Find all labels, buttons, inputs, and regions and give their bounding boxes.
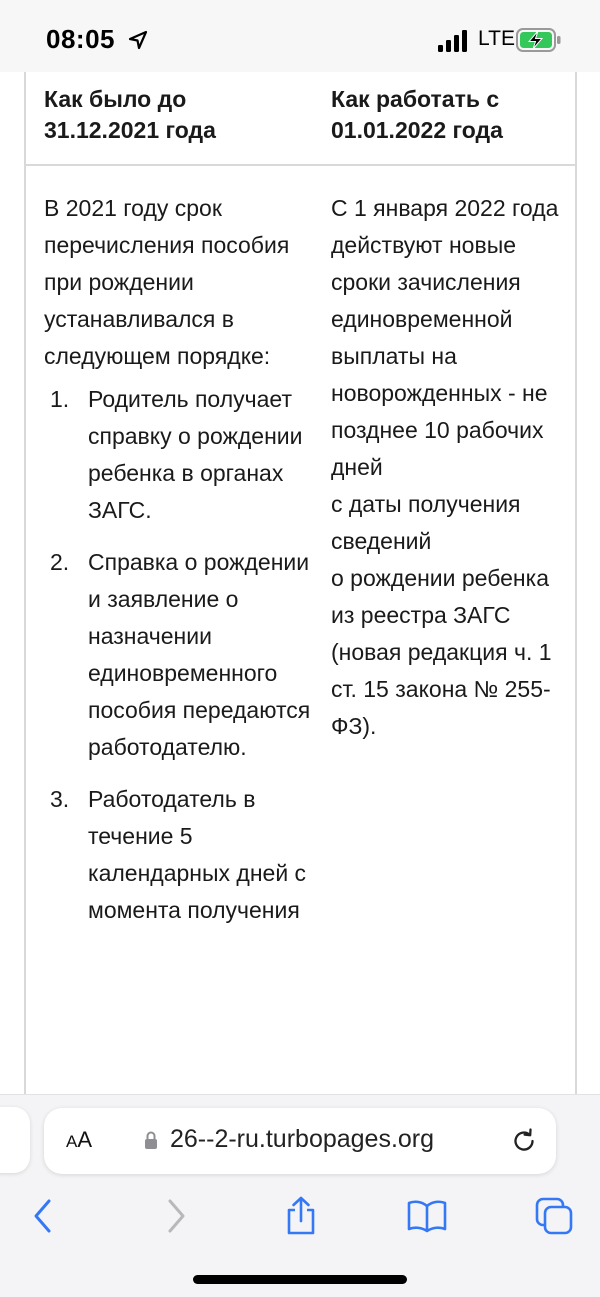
table-header-before: Как было до 31.12.2021 года bbox=[44, 86, 216, 143]
address-bar[interactable] bbox=[44, 1108, 556, 1174]
share-button[interactable] bbox=[279, 1194, 323, 1238]
list-item bbox=[44, 544, 312, 766]
reload-icon[interactable] bbox=[510, 1127, 538, 1155]
step-text: Справка о рождении и заявление о назначении единовременного пособия передаются работодателю. bbox=[88, 549, 311, 760]
status-time: 08:05 bbox=[46, 24, 115, 54]
page-content bbox=[0, 72, 600, 1094]
tabs-icon bbox=[534, 1196, 574, 1236]
back-button[interactable] bbox=[22, 1194, 66, 1238]
tabs-button[interactable] bbox=[532, 1194, 576, 1238]
url-text[interactable]: 26--2-ru.turbopages.org bbox=[170, 1125, 435, 1153]
bookmarks-icon bbox=[406, 1198, 448, 1234]
step-text: Родитель получает справку о рождении ребенка в органах ЗАГС. bbox=[88, 386, 303, 523]
forward-button[interactable] bbox=[153, 1194, 197, 1238]
before-intro-text: В 2021 году срок перечисления пособия при рождении устанавливался в следующем порядке: bbox=[44, 195, 290, 369]
bookmarks-button[interactable] bbox=[405, 1194, 449, 1238]
network-type: LTE bbox=[478, 27, 515, 50]
previous-tab-card[interactable] bbox=[0, 1107, 30, 1173]
text-size-large-glyph: A bbox=[77, 1127, 93, 1152]
table-cell-after: С 1 января 2022 года действуют новые сроки зачисления единовременной выплаты на новорожденных - не позднее 10 рабочих дней с даты получения сведений о рождении ребенка из реестра ЗАГС (новая редакция ч. 1 ст. 15 закона № 255-ФЗ). bbox=[331, 195, 559, 739]
location-arrow-icon bbox=[128, 30, 148, 50]
comparison-table bbox=[24, 72, 577, 1094]
battery-charging-icon bbox=[516, 28, 562, 52]
signal-bars-icon bbox=[438, 30, 470, 52]
list-item bbox=[44, 781, 312, 929]
step-number: 1. bbox=[50, 386, 70, 412]
forward-icon bbox=[163, 1198, 187, 1234]
text-size-button[interactable] bbox=[66, 1127, 92, 1153]
lock-icon bbox=[144, 1130, 158, 1150]
step-number: 3. bbox=[50, 786, 70, 812]
list-item bbox=[44, 381, 312, 529]
home-indicator[interactable] bbox=[193, 1275, 407, 1284]
table-header-row bbox=[26, 72, 575, 166]
text-size-small-glyph: A bbox=[66, 1132, 78, 1151]
share-icon bbox=[283, 1196, 319, 1236]
before-steps-list bbox=[44, 381, 312, 929]
status-bar bbox=[0, 0, 600, 72]
table-cell-before bbox=[44, 190, 312, 944]
back-icon bbox=[32, 1198, 56, 1234]
table-header-after: Как работать с 01.01.2022 года bbox=[331, 86, 503, 143]
step-text: Работодатель в течение 5 календарных дней с момента получения bbox=[88, 786, 307, 923]
step-number: 2. bbox=[50, 549, 70, 575]
